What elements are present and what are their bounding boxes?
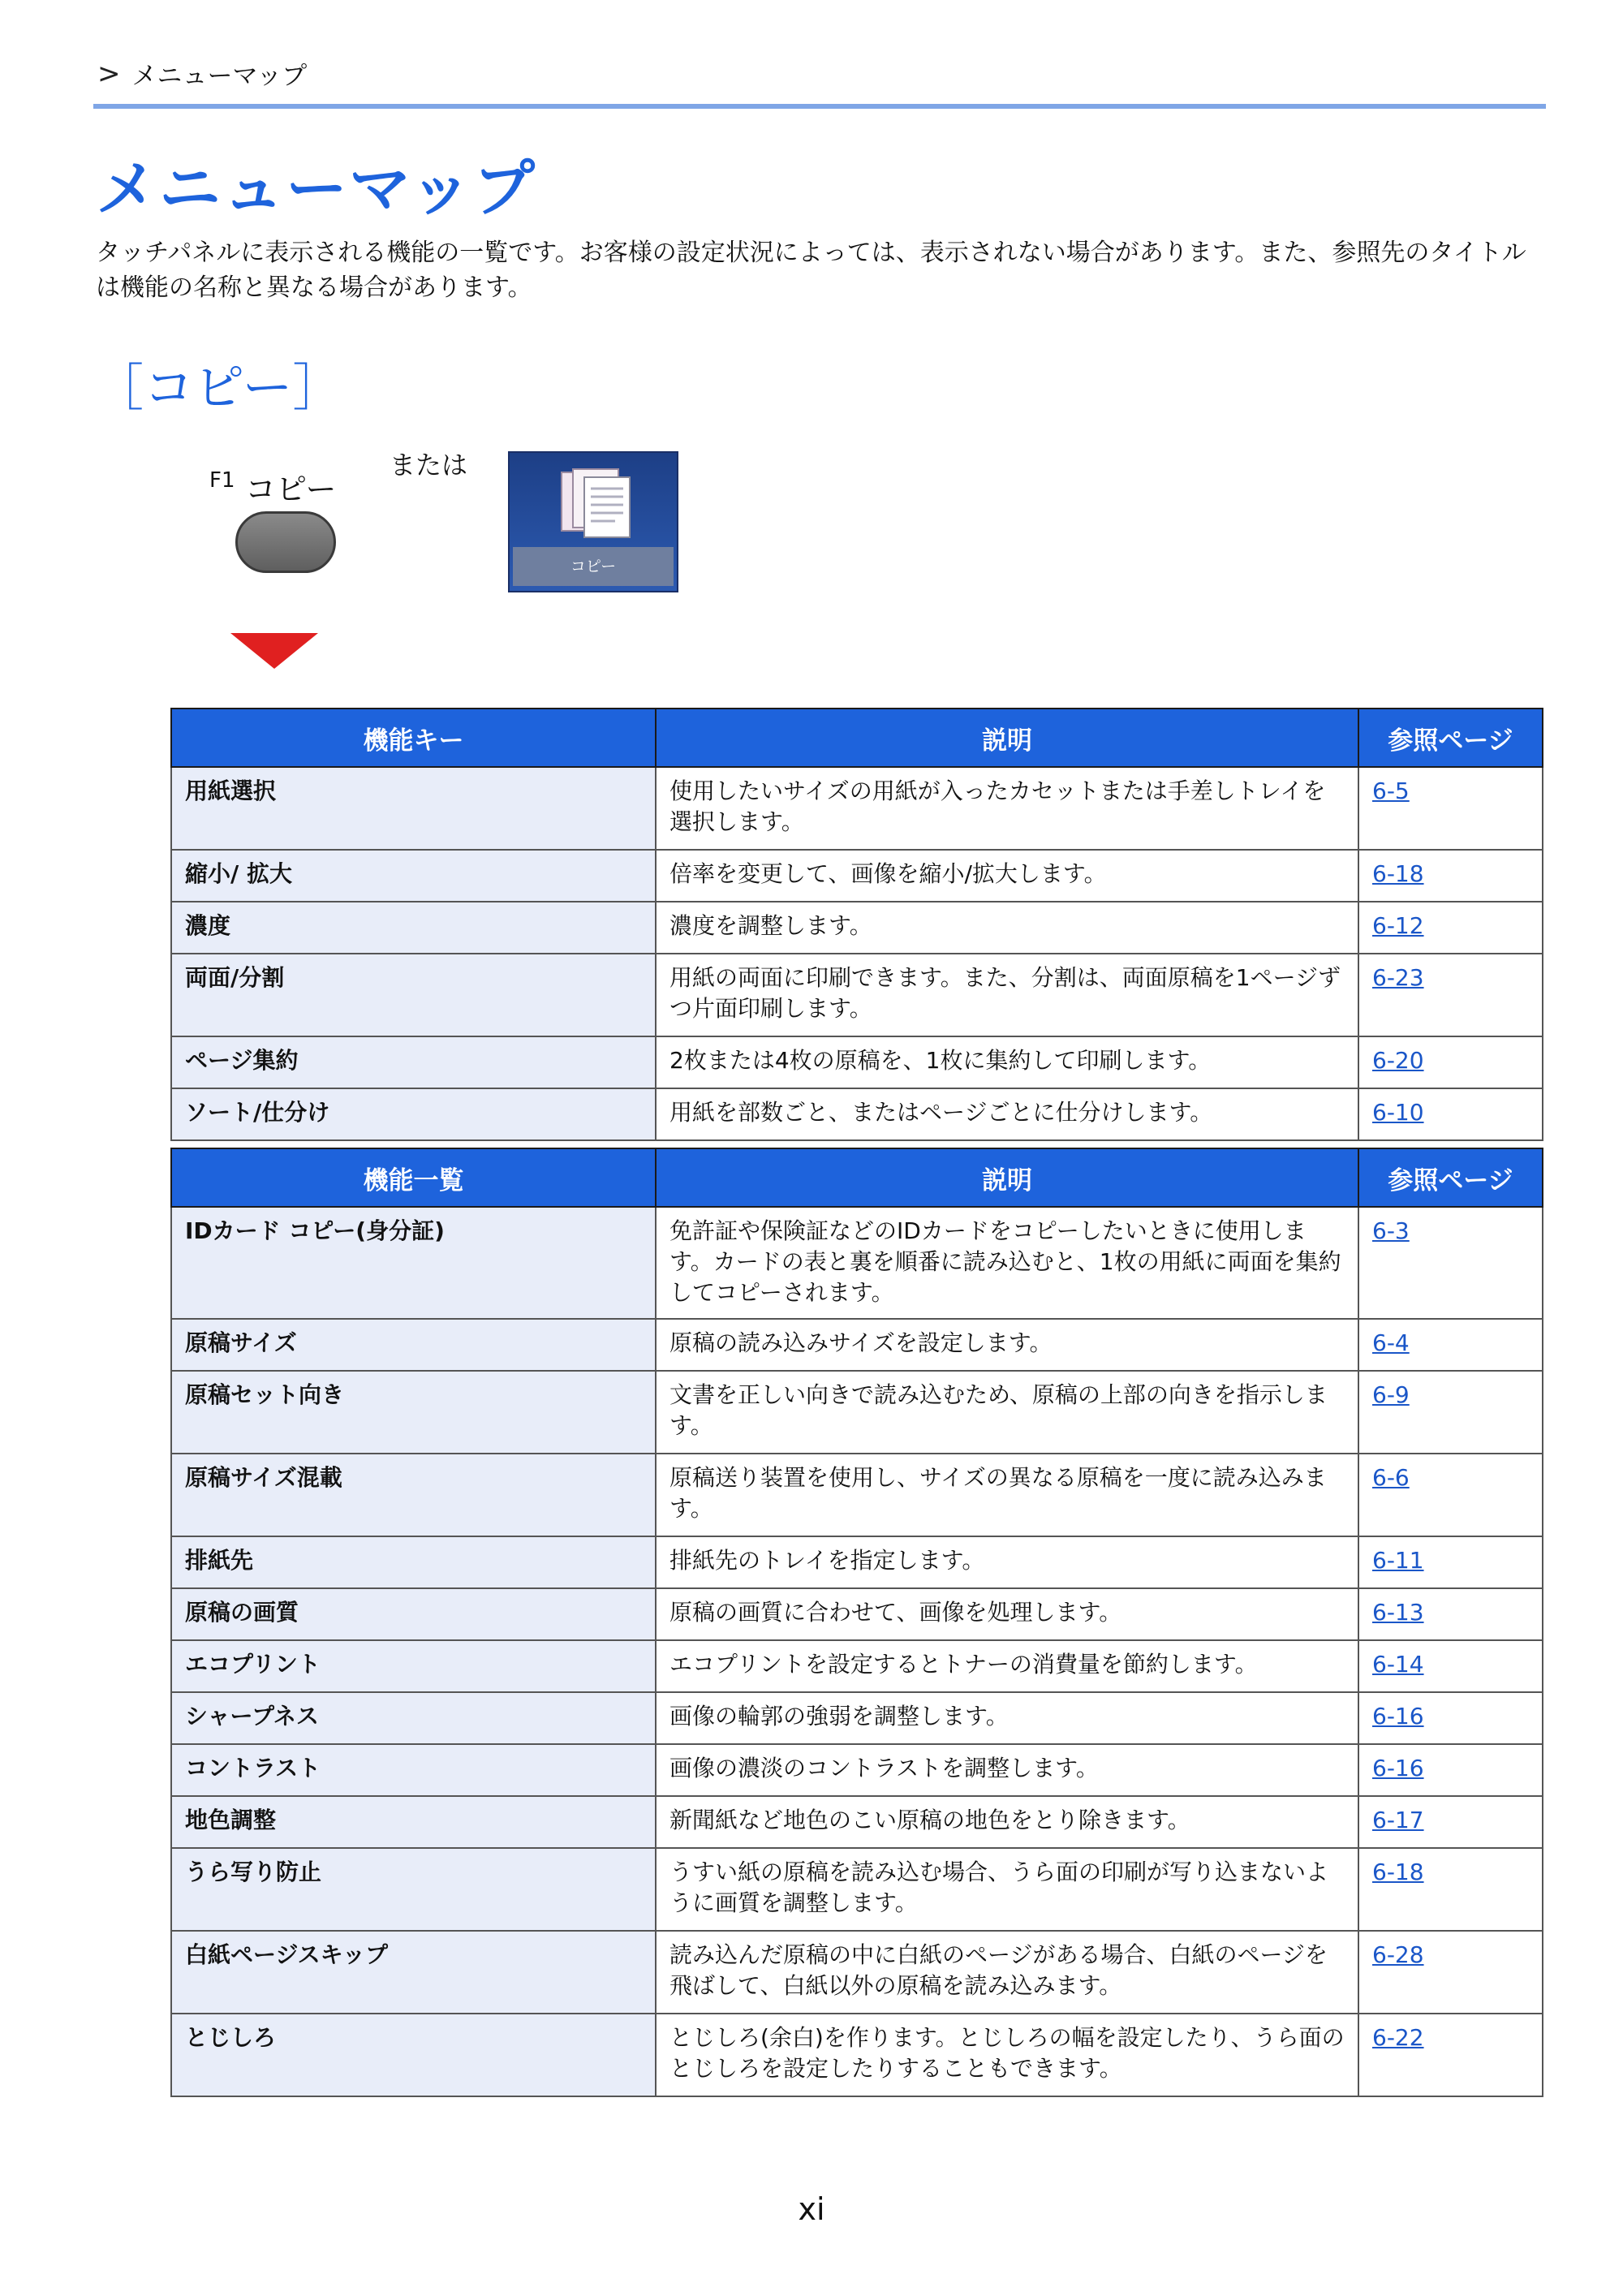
reference-cell	[1358, 2014, 1543, 2096]
header-description: 説明	[656, 709, 1358, 767]
reference-link[interactable]: 6-14	[1372, 1651, 1424, 1678]
reference-link[interactable]: 6-20	[1372, 1047, 1424, 1074]
reference-link[interactable]: 6-6	[1372, 1464, 1410, 1491]
function-name: IDカード コピー(身分証)	[171, 1207, 656, 1319]
function-list-table	[170, 1148, 1543, 2097]
table-row	[171, 767, 1543, 850]
header-function-key: 機能キー	[171, 709, 656, 767]
reference-cell	[1358, 1207, 1543, 1319]
function-description: 画像の濃淡のコントラストを調整します。	[656, 1744, 1358, 1796]
copy-tile-icon	[508, 451, 678, 592]
function-name: ページ集約	[171, 1036, 656, 1088]
function-name: 原稿セット向き	[171, 1371, 656, 1454]
function-description: 文書を正しい向きで読み込むため、原稿の上部の向きを指示します。	[656, 1371, 1358, 1454]
table-row	[171, 1319, 1543, 1371]
function-name: ソート/仕分け	[171, 1088, 656, 1140]
function-description: うすい紙の原稿を読み込む場合、うら面の印刷が写り込まないように画質を調整します。	[656, 1848, 1358, 1931]
page-title: メニューマップ	[96, 153, 536, 225]
function-description: 2枚または4枚の原稿を、1枚に集約して印刷します。	[656, 1036, 1358, 1088]
table-row	[171, 850, 1543, 902]
reference-link[interactable]: 6-12	[1372, 912, 1424, 939]
function-name: 濃度	[171, 902, 656, 954]
reference-cell	[1358, 1371, 1543, 1454]
reference-link[interactable]: 6-9	[1372, 1381, 1410, 1408]
table-row	[171, 1454, 1543, 1536]
table-row	[171, 1848, 1543, 1931]
section-title: ［コピー］	[93, 358, 343, 417]
table-header-row	[171, 709, 1543, 767]
function-description: 濃度を調整します。	[656, 902, 1358, 954]
function-description: とじしろ(余白)を作ります。とじしろの幅を設定したり、うら面のとじしろを設定したりすることもできます。	[656, 2014, 1358, 2096]
reference-link[interactable]: 6-16	[1372, 1703, 1424, 1730]
page-number: xi	[798, 2191, 825, 2227]
table-row	[171, 1207, 1543, 1319]
function-name: 排紙先	[171, 1536, 656, 1588]
reference-cell	[1358, 1454, 1543, 1536]
function-key-table	[170, 708, 1543, 1141]
table-row	[171, 1640, 1543, 1692]
function-name: 白紙ページスキップ	[171, 1931, 656, 2014]
function-description: 排紙先のトレイを指定します。	[656, 1536, 1358, 1588]
reference-cell	[1358, 1319, 1543, 1371]
reference-link[interactable]: 6-13	[1372, 1599, 1424, 1626]
function-description: 原稿の読み込みサイズを設定します。	[656, 1319, 1358, 1371]
reference-cell	[1358, 1088, 1543, 1140]
reference-link[interactable]: 6-28	[1372, 1941, 1424, 1968]
table-row	[171, 902, 1543, 954]
function-description: 用紙を部数ごと、またはページごとに仕分けします。	[656, 1088, 1358, 1140]
function-description: 用紙の両面に印刷できます。また、分割は、両面原稿を1ページずつ片面印刷します。	[656, 954, 1358, 1036]
reference-cell	[1358, 1692, 1543, 1744]
documents-icon	[557, 464, 635, 542]
reference-link[interactable]: 6-23	[1372, 964, 1424, 991]
header-function-list: 機能一覧	[171, 1148, 656, 1207]
reference-cell	[1358, 850, 1543, 902]
function-name: コントラスト	[171, 1744, 656, 1796]
header-reference-page: 参照ページ	[1358, 709, 1543, 767]
reference-link[interactable]: 6-17	[1372, 1807, 1424, 1833]
table-row	[171, 1371, 1543, 1454]
reference-link[interactable]: 6-16	[1372, 1755, 1424, 1781]
or-text: または	[390, 450, 468, 480]
table-row	[171, 1931, 1543, 2014]
function-name: シャープネス	[171, 1692, 656, 1744]
function-description: 画像の輪郭の強弱を調整します。	[656, 1692, 1358, 1744]
function-name: とじしろ	[171, 2014, 656, 2096]
function-description: 使用したいサイズの用紙が入ったカセットまたは手差しトレイを選択します。	[656, 767, 1358, 850]
table-row	[171, 1088, 1543, 1140]
reference-link[interactable]: 6-10	[1372, 1099, 1424, 1126]
reference-cell	[1358, 1640, 1543, 1692]
reference-cell	[1358, 1744, 1543, 1796]
header-reference-page: 参照ページ	[1358, 1148, 1543, 1207]
function-name: 縮小/ 拡大	[171, 850, 656, 902]
function-name: エコプリント	[171, 1640, 656, 1692]
header-description: 説明	[656, 1148, 1358, 1207]
reference-link[interactable]: 6-3	[1372, 1217, 1410, 1244]
copy-key-label: コピー	[245, 472, 337, 507]
table-row	[171, 1036, 1543, 1088]
reference-cell	[1358, 1536, 1543, 1588]
function-name: 原稿の画質	[171, 1588, 656, 1640]
reference-cell	[1358, 1036, 1543, 1088]
reference-link[interactable]: 6-4	[1372, 1329, 1410, 1356]
function-description: 原稿の画質に合わせて、画像を処理します。	[656, 1588, 1358, 1640]
table-row	[171, 1588, 1543, 1640]
table-row	[171, 1692, 1543, 1744]
header-rule	[93, 104, 1546, 109]
function-name: 両面/分割	[171, 954, 656, 1036]
table-row	[171, 2014, 1543, 2096]
breadcrumb-text[interactable]: メニューマップ	[131, 62, 308, 91]
function-name: 用紙選択	[171, 767, 656, 850]
table-header-row	[171, 1148, 1543, 1207]
reference-link[interactable]: 6-18	[1372, 860, 1424, 887]
table-row	[171, 1744, 1543, 1796]
reference-link[interactable]: 6-22	[1372, 2024, 1424, 2051]
table-row	[171, 1536, 1543, 1588]
f1-label: F1	[209, 468, 235, 493]
reference-link[interactable]: 6-5	[1372, 778, 1410, 804]
function-name: うら写り防止	[171, 1848, 656, 1931]
reference-cell	[1358, 1796, 1543, 1848]
arrow-down-icon	[230, 633, 318, 669]
reference-cell	[1358, 902, 1543, 954]
copy-hardware-button-icon	[235, 511, 336, 573]
function-description: 免許証や保険証などのIDカードをコピーしたいときに使用します。カードの表と裏を順番に読み込むと、1枚の用紙に両面を集約してコピーされます。	[656, 1207, 1358, 1319]
intro-text: タッチパネルに表示される機能の一覧です。お客様の設定状況によっては、表示されない場合があります。また、参照先のタイトルは機能の名称と異なる場合があります。	[96, 239, 1526, 302]
function-name: 原稿サイズ	[171, 1319, 656, 1371]
function-description: 読み込んだ原稿の中に白紙のページがある場合、白紙のページを飛ばして、白紙以外の原稿を読み込みます。	[656, 1931, 1358, 2014]
function-description: 原稿送り装置を使用し、サイズの異なる原稿を一度に読み込みます。	[656, 1454, 1358, 1536]
reference-cell	[1358, 767, 1543, 850]
reference-cell	[1358, 1848, 1543, 1931]
function-description: 倍率を変更して、画像を縮小/拡大します。	[656, 850, 1358, 902]
table-row	[171, 954, 1543, 1036]
reference-cell	[1358, 1931, 1543, 2014]
copy-tile-label: コピー	[513, 547, 674, 586]
function-description: 新聞紙など地色のこい原稿の地色をとり除きます。	[656, 1796, 1358, 1848]
function-name: 原稿サイズ混載	[171, 1454, 656, 1536]
reference-link[interactable]: 6-11	[1372, 1547, 1424, 1574]
function-name: 地色調整	[171, 1796, 656, 1848]
reference-link[interactable]: 6-18	[1372, 1859, 1424, 1885]
breadcrumb	[97, 55, 307, 92]
reference-cell	[1358, 1588, 1543, 1640]
function-description: エコプリントを設定するとトナーの消費量を節約します。	[656, 1640, 1358, 1692]
table-row	[171, 1796, 1543, 1848]
reference-cell	[1358, 954, 1543, 1036]
chevron-right-icon: >	[97, 57, 121, 90]
